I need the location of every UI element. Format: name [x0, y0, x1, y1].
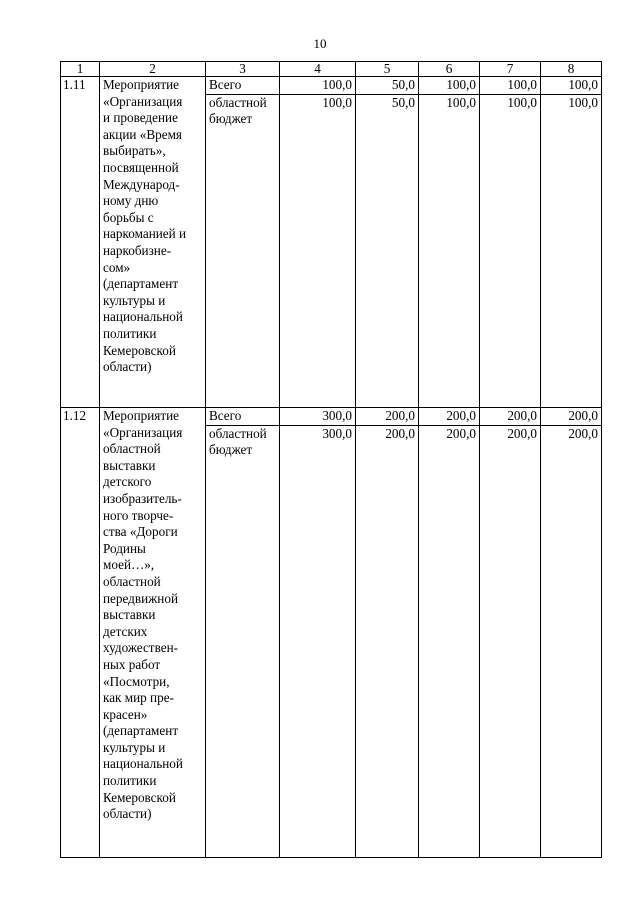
description-line: сом» [103, 259, 131, 275]
description-line: художествен- [103, 640, 179, 656]
description-line: детского [103, 474, 152, 490]
funding-source-line: бюджет [209, 442, 253, 458]
activity-description [100, 77, 206, 408]
description-line: ного творче- [103, 507, 174, 523]
description-line: политики [103, 325, 157, 341]
description-line: Кемеровской [103, 342, 176, 358]
amount-cell: 50,0 [356, 94, 419, 407]
amount-cell: 100,0 [541, 77, 602, 95]
description-line: моей…», [103, 557, 155, 573]
amount-cell: 200,0 [356, 408, 419, 426]
page-number: 10 [313, 36, 327, 51]
amount-cell: 50,0 [356, 77, 419, 95]
description-line: детских [103, 623, 148, 639]
description-line: акции «Время [103, 126, 182, 142]
description-line: изобразитель- [103, 490, 182, 506]
amount-cell: 100,0 [541, 94, 602, 407]
amount-cell: 300,0 [280, 408, 356, 426]
amount-cell: 100,0 [480, 77, 541, 95]
amount-cell: 100,0 [480, 94, 541, 407]
funding-source-line: областной [209, 425, 267, 441]
amount-cell: 100,0 [280, 94, 356, 407]
funding-source-line: Всего [209, 77, 242, 92]
description-line: «Организация [103, 424, 183, 440]
activity-description [100, 408, 206, 858]
description-line: борьбы с [103, 209, 154, 225]
table-row [61, 408, 602, 426]
column-header: 1 [61, 62, 100, 77]
description-line: ных работ [103, 656, 161, 672]
description-line: области) [103, 359, 152, 375]
amount-cell: 100,0 [419, 94, 480, 407]
description-line: передвижной [103, 590, 178, 606]
description-line: выставки [103, 607, 156, 623]
column-header: 4 [280, 62, 356, 77]
column-header: 5 [356, 62, 419, 77]
table-row [61, 77, 602, 95]
description-line: Мероприятие [103, 408, 180, 423]
column-header: 3 [206, 62, 280, 77]
amount-cell: 200,0 [419, 408, 480, 426]
description-line: наркобизне- [103, 242, 172, 258]
description-line: наркоманией и [103, 226, 187, 242]
description-line: красен» [103, 706, 148, 722]
description-line: Международ- [103, 176, 180, 192]
description-line: «Организация [103, 93, 183, 109]
amount-cell: 200,0 [356, 425, 419, 857]
amount-cell: 200,0 [541, 425, 602, 857]
amount-cell: 200,0 [480, 425, 541, 857]
description-line: как мир пре- [103, 690, 174, 706]
description-line: и проведение [103, 110, 178, 126]
description-line: ному дню [103, 193, 159, 209]
description-line: (департамент [103, 723, 179, 739]
description-line: политики [103, 773, 157, 789]
amount-cell: 100,0 [419, 77, 480, 95]
description-line: ства «Дороги [103, 524, 178, 540]
funding-source [206, 425, 280, 857]
description-line: Родины [103, 540, 146, 556]
funding-source-line: бюджет [209, 111, 253, 127]
description-line: национальной [103, 309, 183, 325]
funding-source [206, 77, 280, 95]
column-header: 8 [541, 62, 602, 77]
description-line: культуры и [103, 739, 166, 755]
description-line: Кемеровской [103, 789, 176, 805]
amount-cell: 200,0 [480, 408, 541, 426]
row-number: 1.12 [61, 408, 100, 858]
description-line: выставки [103, 457, 156, 473]
funding-source [206, 94, 280, 407]
description-line: (департамент [103, 276, 179, 292]
column-header: 7 [480, 62, 541, 77]
description-line: выбирать», [103, 143, 166, 159]
description-line: «Посмотри, [103, 673, 170, 689]
column-header: 6 [419, 62, 480, 77]
description-line: областной [103, 441, 161, 457]
description-line: области) [103, 806, 152, 822]
description-line: областной [103, 573, 161, 589]
table-header-row [61, 62, 602, 77]
funding-source [206, 408, 280, 426]
amount-cell: 200,0 [419, 425, 480, 857]
funding-source-line: областной [209, 94, 267, 110]
description-line: культуры и [103, 292, 166, 308]
amount-cell: 200,0 [541, 408, 602, 426]
description-line: Мероприятие [103, 77, 180, 92]
amount-cell: 300,0 [280, 425, 356, 857]
budget-table [60, 61, 602, 858]
funding-source-line: Всего [209, 408, 242, 423]
description-line: национальной [103, 756, 183, 772]
column-header: 2 [100, 62, 206, 77]
description-line: посвященной [103, 159, 179, 175]
row-number: 1.11 [61, 77, 100, 408]
amount-cell: 100,0 [280, 77, 356, 95]
